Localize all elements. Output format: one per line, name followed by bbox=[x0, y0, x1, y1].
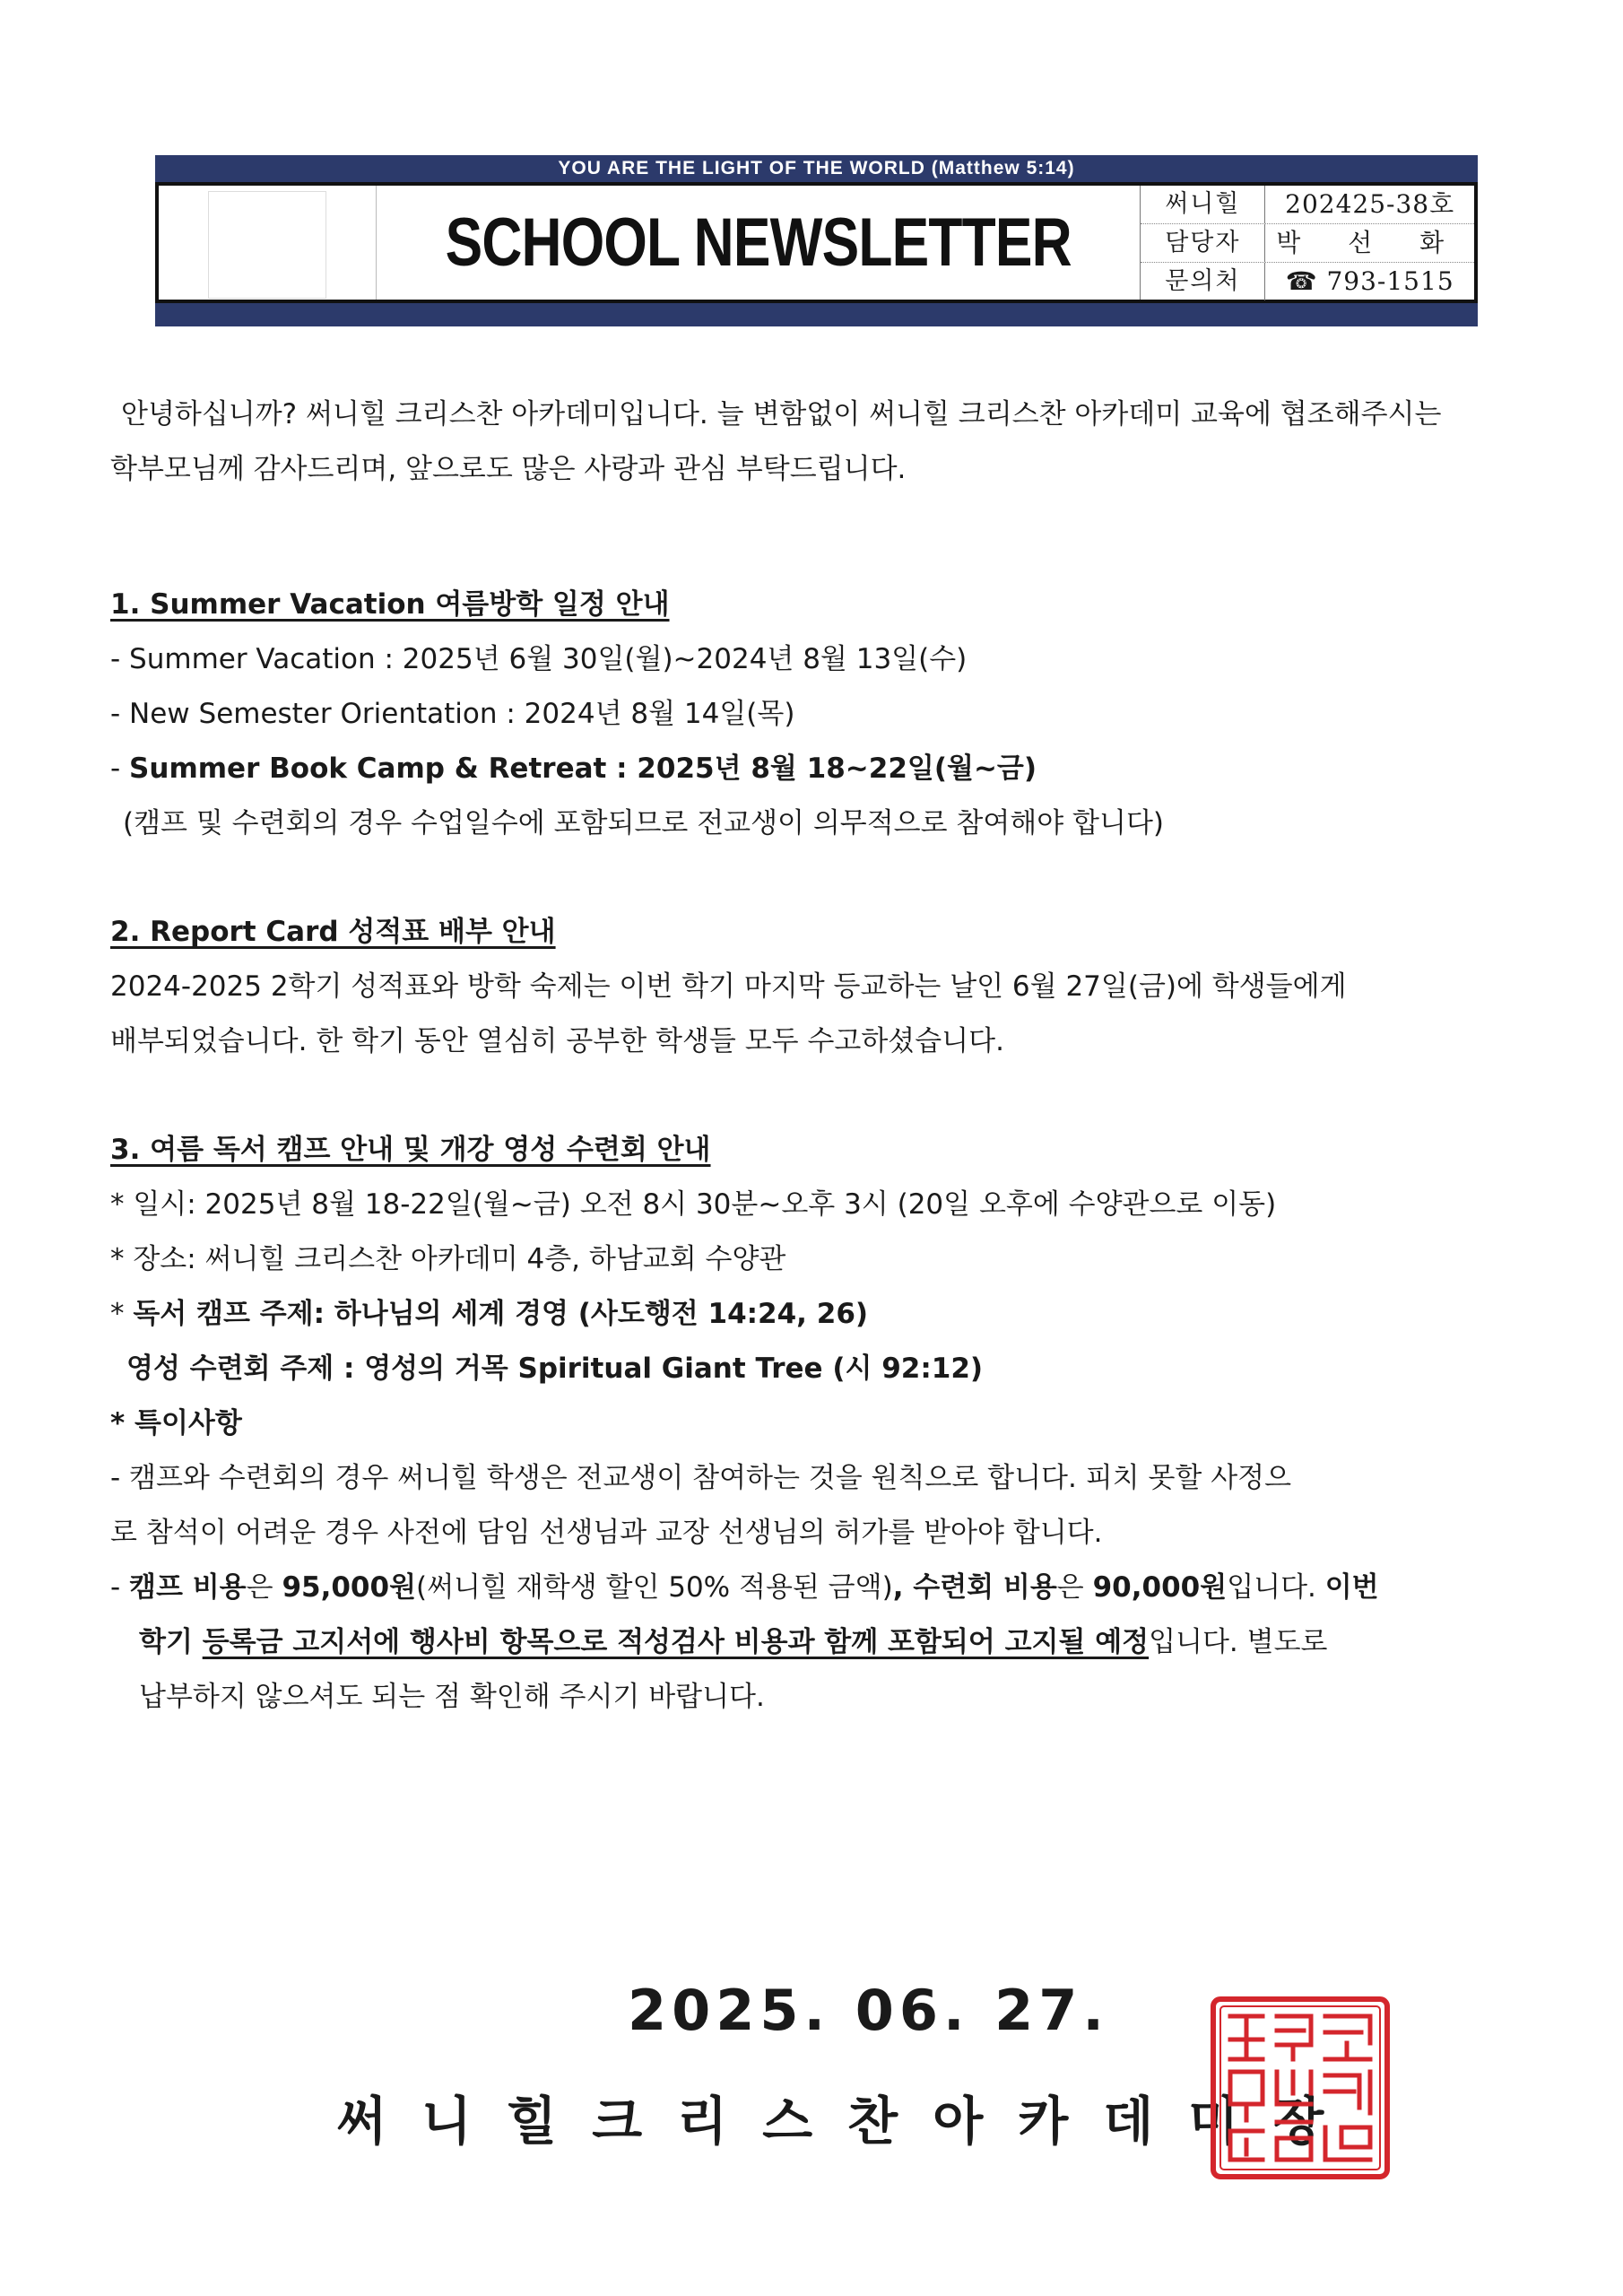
paragraph-line: - 캠프와 수련회의 경우 써니힐 학생은 전교생이 참여하는 것을 원칙으로 합니다. 피치 못할 사정으 bbox=[110, 1462, 1292, 1494]
signer-name: 써니힐크리스찬아카데미장 bbox=[336, 2091, 1359, 2152]
list-dash: - bbox=[110, 752, 130, 785]
text-fragment: 입니다. bbox=[1227, 1571, 1325, 1604]
retreat-cost-amount: 90,000원 bbox=[1092, 1571, 1228, 1604]
text-fragment: , bbox=[892, 1571, 914, 1604]
info-table bbox=[1140, 186, 1474, 300]
info-value: ☎ 793-1515 bbox=[1285, 266, 1454, 296]
info-key: 담당자 bbox=[1141, 224, 1265, 262]
retreat-cost-label: 수련회 비용 bbox=[913, 1571, 1057, 1604]
text-fragment: 이번 bbox=[1324, 1571, 1379, 1604]
camp-schedule: Summer Book Camp & Retreat : 2025년 8월 18~22일(월~금) bbox=[129, 752, 1037, 785]
title-area bbox=[377, 186, 1140, 300]
intro-line: 안녕하십니까? 써니힐 크리스찬 아카데미입니다. 늘 변함없이 써니힐 크리스찬 아카데미 교육에 협조해주시는 bbox=[121, 398, 1442, 430]
camp-date-line: * 일시: 2025년 8월 18-22일(월~금) 오전 8시 30분~오후 3시 (20일 오후에 수양관으로 이동) bbox=[110, 1188, 1277, 1221]
camp-theme-line bbox=[110, 1287, 1523, 1342]
logo-area bbox=[159, 186, 377, 300]
info-row-manager bbox=[1141, 224, 1474, 263]
billing-notice: 등록금 고지서에 행사비 항목으로 적성검사 비용과 함께 포함되어 고지될 예정 bbox=[202, 1626, 1150, 1658]
text-fragment: 은 bbox=[1056, 1571, 1093, 1604]
info-key: 써니힐 bbox=[1141, 186, 1265, 223]
header-bottom-bar bbox=[155, 303, 1478, 326]
text-fragment: 입니다. 별도로 bbox=[1149, 1626, 1328, 1658]
text-fragment: 은 bbox=[246, 1571, 282, 1604]
list-dash: - bbox=[110, 1571, 130, 1604]
section-heading: 2. Report Card 성적표 배부 안내 bbox=[110, 916, 556, 948]
newsletter-header bbox=[155, 155, 1478, 326]
newsletter-title: SCHOOL NEWSLETTER bbox=[445, 204, 1072, 281]
cost-line bbox=[110, 1561, 1523, 1615]
paragraph-line: 2024-2025 2학기 성적표와 방학 숙제는 이번 학기 마지막 등교하는 날인 6월 27일(금)에 학생들에게 bbox=[110, 970, 1347, 1003]
info-row-contact bbox=[1141, 263, 1474, 300]
camp-theme: 독서 캠프 주제: 하나님의 세계 경영 (사도행전 14:24, 26) bbox=[133, 1298, 869, 1330]
info-value: 박 선 화 bbox=[1276, 228, 1464, 257]
official-seal-icon bbox=[1211, 1996, 1390, 2179]
section-heading: 3. 여름 독서 캠프 안내 및 개강 영성 수련회 안내 bbox=[110, 1134, 711, 1166]
discount-note: (써니힐 재학생 할인 50% 적용된 금액) bbox=[416, 1571, 893, 1604]
list-item: - Summer Vacation : 2025년 6월 30일(월)~2024년 8월 13일(수) bbox=[110, 643, 968, 675]
cost-line bbox=[110, 1615, 1523, 1670]
info-key: 문의처 bbox=[1141, 263, 1265, 300]
info-row-issue bbox=[1141, 186, 1474, 224]
paragraph-line: 로 참석이 어려운 경우 사전에 담임 선생님과 교장 선생님의 허가를 받아야 합니다. bbox=[110, 1517, 1103, 1549]
logo-placeholder bbox=[208, 191, 326, 299]
bullet-star: * bbox=[110, 1298, 134, 1330]
retreat-theme-line: 영성 수련회 주제 : 영성의 거목 Spiritual Giant Tree (시 92:12) bbox=[126, 1352, 984, 1385]
special-heading: * 특이사항 bbox=[110, 1407, 242, 1439]
cost-line: 납부하지 않으셔도 되는 점 확인해 주시기 바랍니다. bbox=[139, 1681, 765, 1713]
motto-banner: YOU ARE THE LIGHT OF THE WORLD (Matthew 5:14) bbox=[155, 155, 1478, 182]
attendance-note: (캠프 및 수련회의 경우 수업일수에 포함되므로 전교생이 의무적으로 참여해야 합니다) bbox=[123, 807, 1164, 839]
intro-line: 학부모님께 감사드리며, 앞으로도 많은 사랑과 관심 부탁드립니다. bbox=[110, 453, 907, 485]
list-item bbox=[110, 742, 1523, 796]
header-frame bbox=[155, 182, 1478, 303]
section-heading: 1. Summer Vacation 여름방학 일정 안내 bbox=[110, 588, 670, 621]
text-fragment: 학기 bbox=[139, 1626, 203, 1658]
issue-date: 2025. 06. 27. bbox=[628, 1978, 1109, 2043]
camp-place-line: * 장소: 써니힐 크리스찬 아카데미 4층, 하남교회 수양관 bbox=[110, 1243, 786, 1275]
info-value: 202425-38호 bbox=[1285, 189, 1455, 219]
paragraph-line: 배부되었습니다. 한 학기 동안 열심히 공부한 학생들 모두 수고하셨습니다. bbox=[110, 1025, 1004, 1057]
camp-cost-label: 캠프 비용 bbox=[129, 1571, 247, 1604]
list-item: - New Semester Orientation : 2024년 8월 14일(목) bbox=[110, 698, 795, 730]
camp-cost-amount: 95,000원 bbox=[282, 1571, 417, 1604]
newsletter-body bbox=[110, 387, 1523, 1725]
